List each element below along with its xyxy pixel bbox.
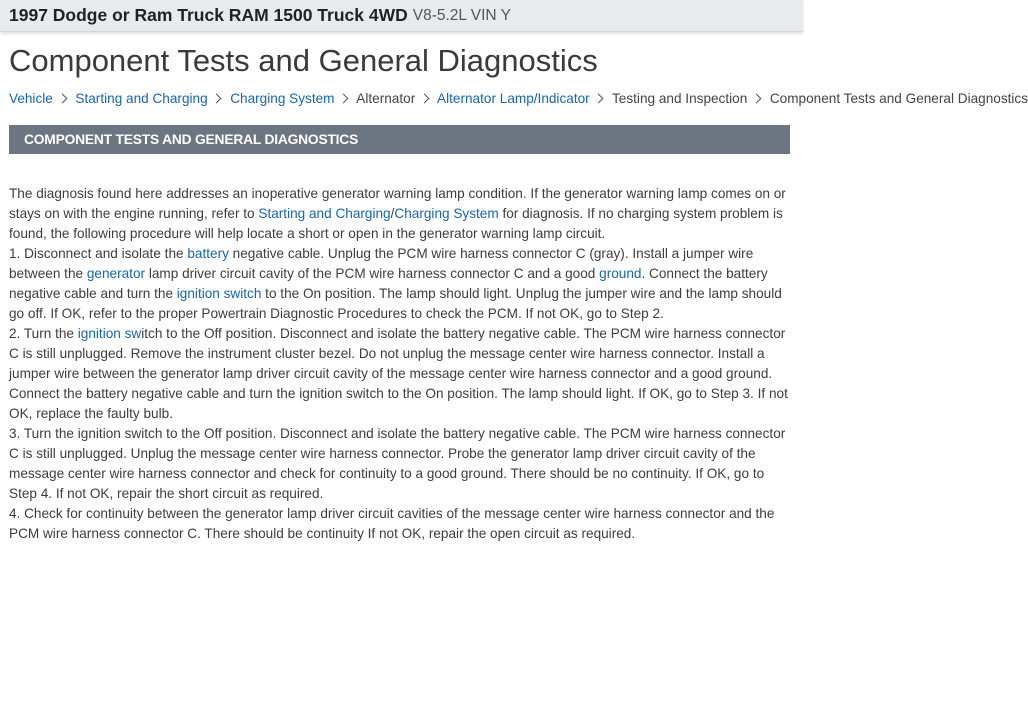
vehicle-header (0, 0, 803, 32)
body-text: lamp driver circuit cavity of the PCM wire harness connector C and a good (145, 266, 600, 281)
link-battery[interactable]: battery (187, 246, 229, 261)
body-text: / (390, 206, 395, 221)
step-3: 3. Turn the ignition switch to the Off position. Disconnect and isolate the battery negative cable. The PCM wire harness connector C is still unplugged. Unplug the message center wire harness connector. Probe the generator lamp driver circuit cavity of the message center wire harness connector and check for continuity to a good ground. There should be no continuity. If OK, go to Step 4. If not OK, repair the short circuit as required. (9, 426, 786, 501)
breadcrumb-item-alternator (356, 91, 415, 106)
breadcrumb-link[interactable]: Starting and Charging (75, 91, 208, 106)
body-text: 2. Turn the (9, 326, 78, 341)
vehicle-name: 1997 Dodge or Ram Truck RAM 1500 Truck 4WD (9, 5, 408, 25)
body-text: 1. Disconnect and isolate the (9, 246, 188, 261)
chevron-right-icon (420, 94, 430, 104)
breadcrumb-item-alternator-lamp[interactable] (437, 91, 590, 106)
body-text: for diagnosis. If no charging system problem is found, the following procedure will help locate a short or open in the generator warning lamp circuit. (9, 206, 783, 241)
step-1 (9, 244, 795, 324)
breadcrumb (9, 89, 1028, 109)
step-2 (9, 324, 795, 424)
body-text: . Connect the battery negative cable and turn the (9, 266, 768, 301)
chevron-right-icon (594, 94, 604, 104)
section-title: COMPONENT TESTS AND GENERAL DIAGNOSTICS (24, 132, 359, 147)
intro-paragraph (9, 184, 795, 244)
breadcrumb-item-current (770, 91, 1028, 106)
breadcrumb-item-starting-and-charging[interactable] (75, 91, 207, 106)
body-text: The diagnosis found here addresses an inoperative generator warning lamp condition. If the generator warning lamp comes on or stays on with the engine running, refer to (9, 186, 786, 221)
link-ignition-switch-2[interactable]: ignition sw (77, 326, 142, 341)
link-ignition-switch[interactable]: ignition switch (176, 286, 262, 301)
link-starting-and-charging[interactable]: Starting and Charging (258, 206, 391, 221)
link-ground[interactable]: ground (599, 266, 642, 281)
breadcrumb-item-charging-system[interactable] (230, 91, 334, 106)
body-text: to the On position. The lamp should light. Unplug the jumper wire and the lamp should go off. If OK, refer to the proper Powertrain Diagnostic Procedures to check the PCM. If not OK, go to Step 2. (9, 286, 782, 321)
breadcrumb-text: Component Tests and General Diagnostics (769, 91, 1028, 106)
vehicle-engine: V8-5.2L VIN Y (412, 6, 511, 24)
breadcrumb-text: Testing and Inspection (612, 91, 748, 106)
chevron-right-icon (752, 94, 762, 104)
section-header (9, 125, 790, 154)
link-generator[interactable]: generator (86, 266, 146, 281)
breadcrumb-link[interactable]: Vehicle (9, 91, 53, 106)
body-text: itch to the Off position. Disconnect and isolate the battery negative cable. The PCM wire harness connector C is still unplugged. Remove the instrument cluster bezel. Do not unplug the message center wire harness connector. Install a jumper wire between the generator lamp driver circuit cavity of the message center wire harness connector and a good ground. Connect the battery negative cable and turn the ignition switch to the On position. The lamp should light. If OK, go to Step 3. If not OK, replace the faulty bulb. (9, 326, 788, 421)
chevron-right-icon (212, 94, 222, 104)
article-body (9, 184, 795, 544)
step-4: 4. Check for continuity between the generator lamp driver circuit cavities of the message center wire harness connector and the PCM wire harness connector C. There should be continuity If not OK, repair the open circuit as required. (9, 506, 775, 541)
body-text: negative cable. Unplug the PCM wire harness connector C (gray). Install a jumper wire between the (9, 246, 754, 281)
chevron-right-icon (339, 94, 349, 104)
breadcrumb-item-testing (612, 91, 747, 106)
breadcrumb-link[interactable]: Charging System (230, 91, 335, 106)
breadcrumb-text: Alternator (356, 91, 416, 106)
chevron-right-icon (57, 94, 67, 104)
page-title: Component Tests and General Diagnostics (9, 43, 598, 78)
breadcrumb-link[interactable]: Alternator Lamp/Indicator (437, 91, 590, 106)
link-charging-system[interactable]: Charging System (394, 206, 499, 221)
breadcrumb-item-vehicle[interactable] (9, 91, 53, 106)
